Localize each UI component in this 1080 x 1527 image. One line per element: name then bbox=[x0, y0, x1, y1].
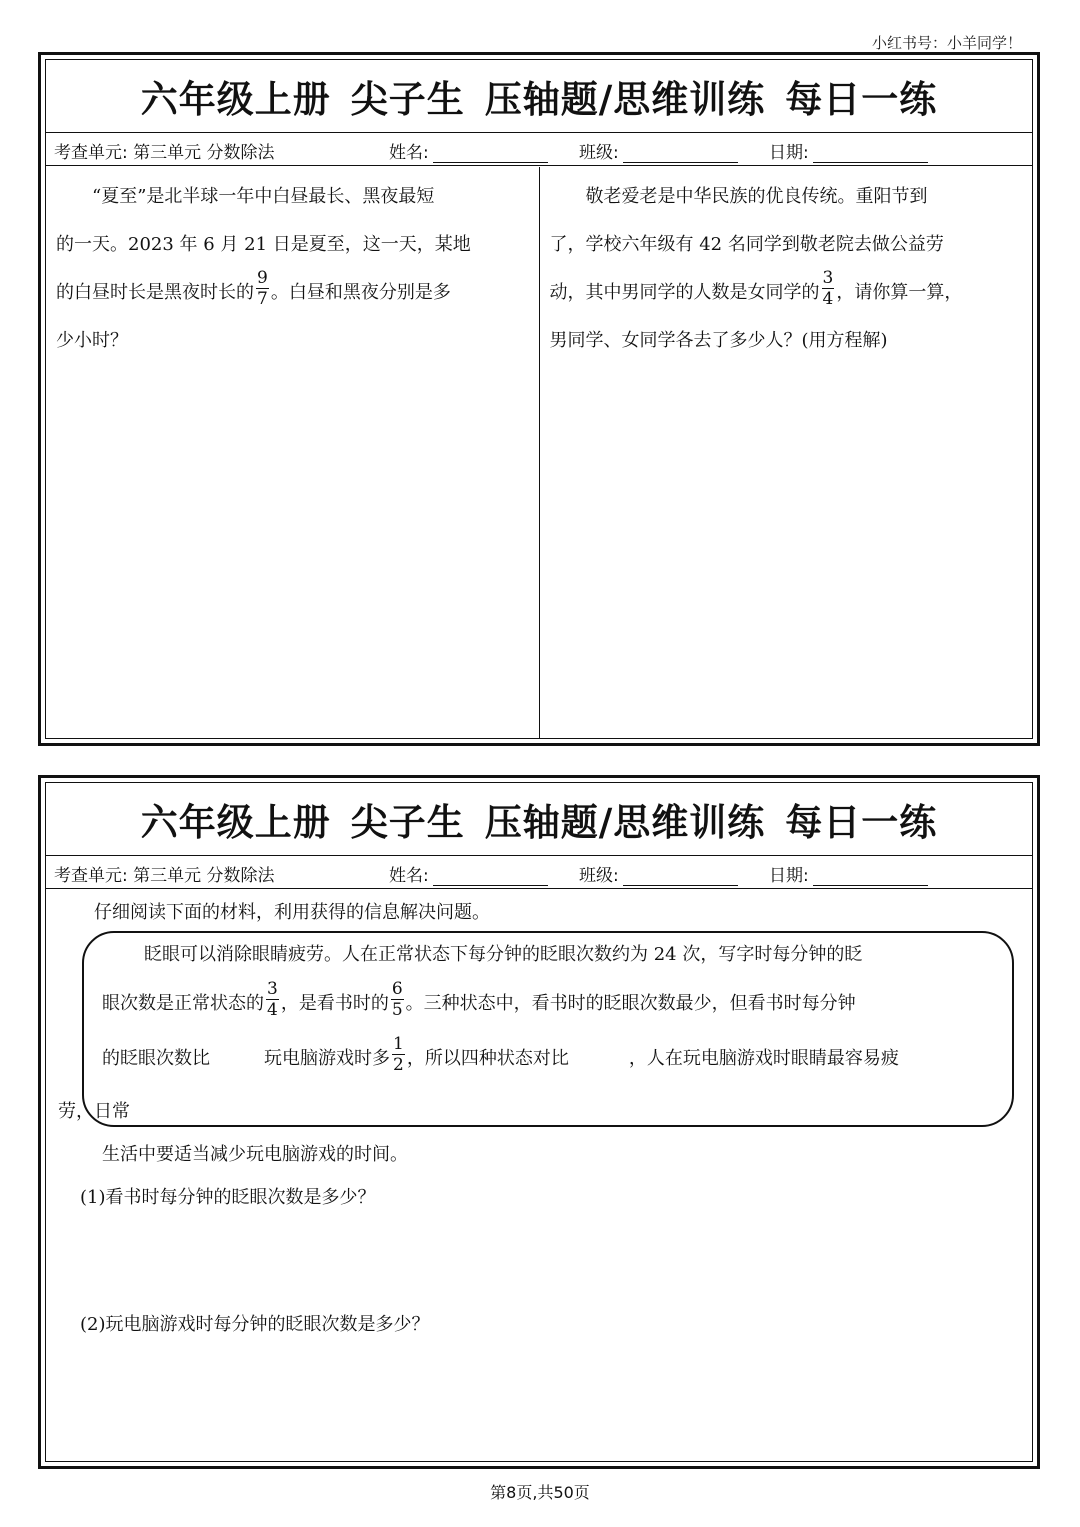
fraction: $\frac{3}{4}$ bbox=[822, 268, 834, 309]
problem-text: 的一天。2023 年 6 月 21 日是夏至，这一天，某地 bbox=[56, 234, 471, 255]
date-field[interactable] bbox=[813, 146, 928, 163]
problem-text: 少小时？ bbox=[56, 330, 128, 351]
title-grade: 六年级上册 bbox=[140, 801, 331, 844]
problem-text: “夏至”是北半球一年中白昼最长、黑夜最短 bbox=[92, 186, 435, 207]
fraction: $\frac{9}{7}$ bbox=[257, 268, 268, 309]
title-grade: 六年级上册 bbox=[140, 78, 331, 121]
worksheet-title bbox=[46, 783, 1032, 856]
fraction: $\frac{6}{5}$ bbox=[391, 979, 403, 1020]
material-text: 的眨眼次数比 bbox=[102, 1048, 210, 1069]
title-type: 压轴题/思维训练 bbox=[484, 801, 766, 844]
date-field[interactable] bbox=[813, 869, 928, 886]
unit-label: 考查单元: bbox=[54, 866, 128, 886]
worksheet-1 bbox=[38, 52, 1040, 746]
date-label: 日期: bbox=[769, 143, 809, 163]
class-label: 班级: bbox=[579, 866, 619, 886]
problem-text: 男同学、女同学各去了多少人？(用方程解) bbox=[549, 330, 888, 351]
intro-text: 仔细阅读下面的材料，利用获得的信息解决问题。 bbox=[94, 902, 490, 923]
title-level: 尖子生 bbox=[350, 801, 465, 844]
title-daily: 每日一练 bbox=[785, 78, 938, 121]
material-text: 眨眼可以消除眼睛疲劳。人在正常状态下每分钟的眨眼次数约为 24 次，写字时每分钟的眨 bbox=[144, 944, 863, 965]
problem-text: 的白昼时长是黑夜时长的 bbox=[56, 282, 254, 303]
title-daily: 每日一练 bbox=[785, 801, 938, 844]
date-label: 日期: bbox=[769, 866, 809, 886]
meta-row bbox=[46, 133, 1032, 166]
name-label: 姓名: bbox=[389, 143, 429, 163]
problem-text: 动，其中男同学的人数是女同学的 bbox=[549, 282, 820, 303]
material-text: ，人在玩电脑游戏时眼睛最容易疲 bbox=[628, 1048, 899, 1069]
question-2: (2)玩电脑游戏时每分钟的眨眼次数是多少？ bbox=[80, 1314, 430, 1335]
problem-right bbox=[539, 167, 1033, 738]
material-text: 。三种状态中，看书时的眨眼次数最少，但看书时每分钟 bbox=[405, 993, 856, 1014]
material-text: 生活中要适当减少玩电脑游戏的时间。 bbox=[102, 1144, 408, 1165]
name-label: 姓名: bbox=[389, 866, 429, 886]
watermark-text: 小红书号：小羊同学！ bbox=[871, 34, 1022, 52]
problem-body bbox=[46, 890, 1032, 1461]
problem-text: 了，学校六年级有 42 名同学到敬老院去做公益劳 bbox=[549, 234, 944, 255]
fraction: $\frac{3}{4}$ bbox=[267, 979, 278, 1020]
class-field[interactable] bbox=[623, 146, 738, 163]
title-type: 压轴题/思维训练 bbox=[484, 78, 766, 121]
name-field[interactable] bbox=[433, 869, 548, 886]
name-field[interactable] bbox=[433, 146, 548, 163]
page-number: 第8页,共50页 bbox=[490, 1483, 590, 1502]
material-text: 眼次数是正常状态的 bbox=[102, 993, 264, 1014]
unit-value: 第三单元 分数除法 bbox=[133, 143, 275, 163]
meta-row bbox=[46, 856, 1032, 889]
class-label: 班级: bbox=[579, 143, 619, 163]
problem-text: ，请你算一算， bbox=[836, 282, 963, 303]
material-text: ，是看书时的 bbox=[280, 993, 389, 1014]
problem-text: 。白昼和黑夜分别是多 bbox=[270, 282, 451, 303]
worksheet-2 bbox=[38, 775, 1040, 1469]
unit-value: 第三单元 分数除法 bbox=[133, 866, 275, 886]
class-field[interactable] bbox=[623, 869, 738, 886]
material-text: 劳，日常 bbox=[58, 1101, 130, 1122]
material-text: ，所以四种状态对比 bbox=[406, 1048, 569, 1069]
problem-text: 敬老爱老是中华民族的优良传统。重阳节到 bbox=[585, 186, 928, 207]
fraction: $\frac{1}{2}$ bbox=[393, 1034, 404, 1075]
worksheet-title bbox=[46, 60, 1032, 133]
unit-label: 考查单元: bbox=[54, 143, 128, 163]
question-1: (1)看书时每分钟的眨眼次数是多少？ bbox=[80, 1187, 376, 1208]
problem-left bbox=[46, 167, 539, 738]
title-level: 尖子生 bbox=[350, 78, 465, 121]
material-text: 玩电脑游戏时多 bbox=[264, 1048, 390, 1069]
